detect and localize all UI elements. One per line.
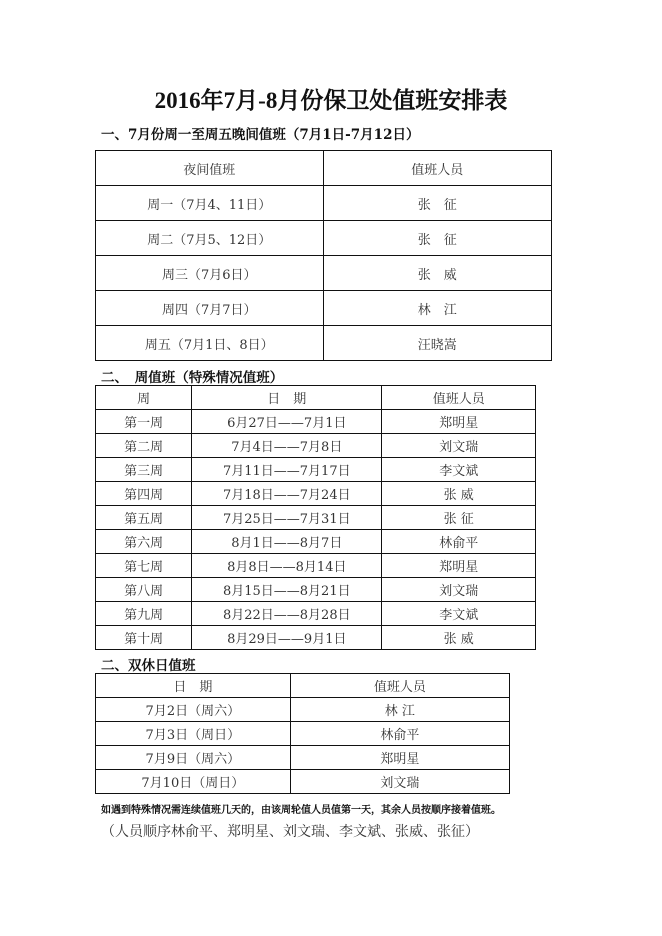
table-cell: 林俞平 (290, 722, 509, 746)
column-header: 日 期 (96, 674, 291, 698)
table-cell: 周二（7月5、12日） (96, 221, 324, 256)
table-row (96, 458, 536, 482)
table-cell: 7月18日——7月24日 (192, 482, 382, 506)
table-row (96, 530, 536, 554)
table-cell: 8月1日——8月7日 (192, 530, 382, 554)
table-cell: 7月10日（周日） (96, 770, 291, 794)
table-cell: 周四（7月7日） (96, 291, 324, 326)
table-cell: 周一（7月4、11日） (96, 186, 324, 221)
table-row (96, 291, 552, 326)
table-cell: 7月11日——7月17日 (192, 458, 382, 482)
table-cell: 刘文瑞 (382, 434, 536, 458)
header-row (96, 151, 552, 186)
table-cell: 周五（7月1日、8日） (96, 326, 324, 361)
table-row (96, 554, 536, 578)
table-row (96, 746, 510, 770)
table-row (96, 434, 536, 458)
table-cell: 第四周 (96, 482, 192, 506)
table-cell: 第六周 (96, 530, 192, 554)
table-cell: 第三周 (96, 458, 192, 482)
table-row (96, 410, 536, 434)
table-cell: 第五周 (96, 506, 192, 530)
table-cell: 7月2日（周六） (96, 698, 291, 722)
column-header: 日 期 (192, 386, 382, 410)
table-cell: 7月3日（周日） (96, 722, 291, 746)
table-cell: 张 威 (382, 482, 536, 506)
rotation-order: （人员顺序林俞平、郑明星、刘文瑞、李文斌、张威、张征） (101, 824, 479, 840)
column-header: 值班人员 (290, 674, 509, 698)
table-cell: 刘文瑞 (290, 770, 509, 794)
section1-heading: 一、7月份周一至周五晚间值班（7月1日-7月12日） (101, 127, 420, 143)
table-row (96, 256, 552, 291)
column-header: 值班人员 (382, 386, 536, 410)
table-row (96, 186, 552, 221)
table-cell: 8月8日——8月14日 (192, 554, 382, 578)
table-row (96, 698, 510, 722)
table-cell: 汪晓嵩 (323, 326, 552, 361)
table-row (96, 326, 552, 361)
special-case-note: 如遇到特殊情况需连续值班几天的，由该周轮值人员值第一天，其余人员按顺序接着值班。 (101, 805, 501, 816)
table-cell: 林 江 (290, 698, 509, 722)
table-cell: 李文斌 (382, 602, 536, 626)
table-cell: 7月25日——7月31日 (192, 506, 382, 530)
table-cell: 张 征 (323, 186, 552, 221)
table-cell: 第七周 (96, 554, 192, 578)
table-cell: 林 江 (323, 291, 552, 326)
table-cell: 第八周 (96, 578, 192, 602)
table-cell: 8月22日——8月28日 (192, 602, 382, 626)
table-cell: 第一周 (96, 410, 192, 434)
table-cell: 8月15日——8月21日 (192, 578, 382, 602)
table-cell: 李文斌 (382, 458, 536, 482)
table-cell: 郑明星 (382, 554, 536, 578)
table-row (96, 578, 536, 602)
table-cell: 7月4日——7月8日 (192, 434, 382, 458)
column-header: 值班人员 (323, 151, 552, 186)
column-header: 夜间值班 (96, 151, 324, 186)
table-cell: 张 威 (382, 626, 536, 650)
weekend-duty-table (95, 673, 510, 794)
table-cell: 第十周 (96, 626, 192, 650)
table-row (96, 770, 510, 794)
table-cell: 林俞平 (382, 530, 536, 554)
column-header: 周 (96, 386, 192, 410)
table-row (96, 482, 536, 506)
table-cell: 7月9日（周六） (96, 746, 291, 770)
table-row (96, 602, 536, 626)
table-cell: 第九周 (96, 602, 192, 626)
table-cell: 郑明星 (382, 410, 536, 434)
section2-heading: 二、 周值班（特殊情况值班） (101, 370, 284, 386)
header-row (96, 674, 510, 698)
table-row (96, 221, 552, 256)
night-duty-table (95, 150, 552, 361)
table-cell: 郑明星 (290, 746, 509, 770)
table-row (96, 506, 536, 530)
table-cell: 6月27日——7月1日 (192, 410, 382, 434)
table-cell: 张 征 (382, 506, 536, 530)
page-title: 2016年7月-8月份保卫处值班安排表 (154, 88, 508, 113)
table-cell: 周三（7月6日） (96, 256, 324, 291)
table-cell: 刘文瑞 (382, 578, 536, 602)
table-row (96, 722, 510, 746)
table-cell: 8月29日——9月1日 (192, 626, 382, 650)
table-cell: 张 威 (323, 256, 552, 291)
table-row (96, 626, 536, 650)
table-cell: 张 征 (323, 221, 552, 256)
weekly-duty-table (95, 385, 536, 650)
section3-heading: 二、双休日值班 (101, 658, 196, 674)
table-cell: 第二周 (96, 434, 192, 458)
header-row (96, 386, 536, 410)
